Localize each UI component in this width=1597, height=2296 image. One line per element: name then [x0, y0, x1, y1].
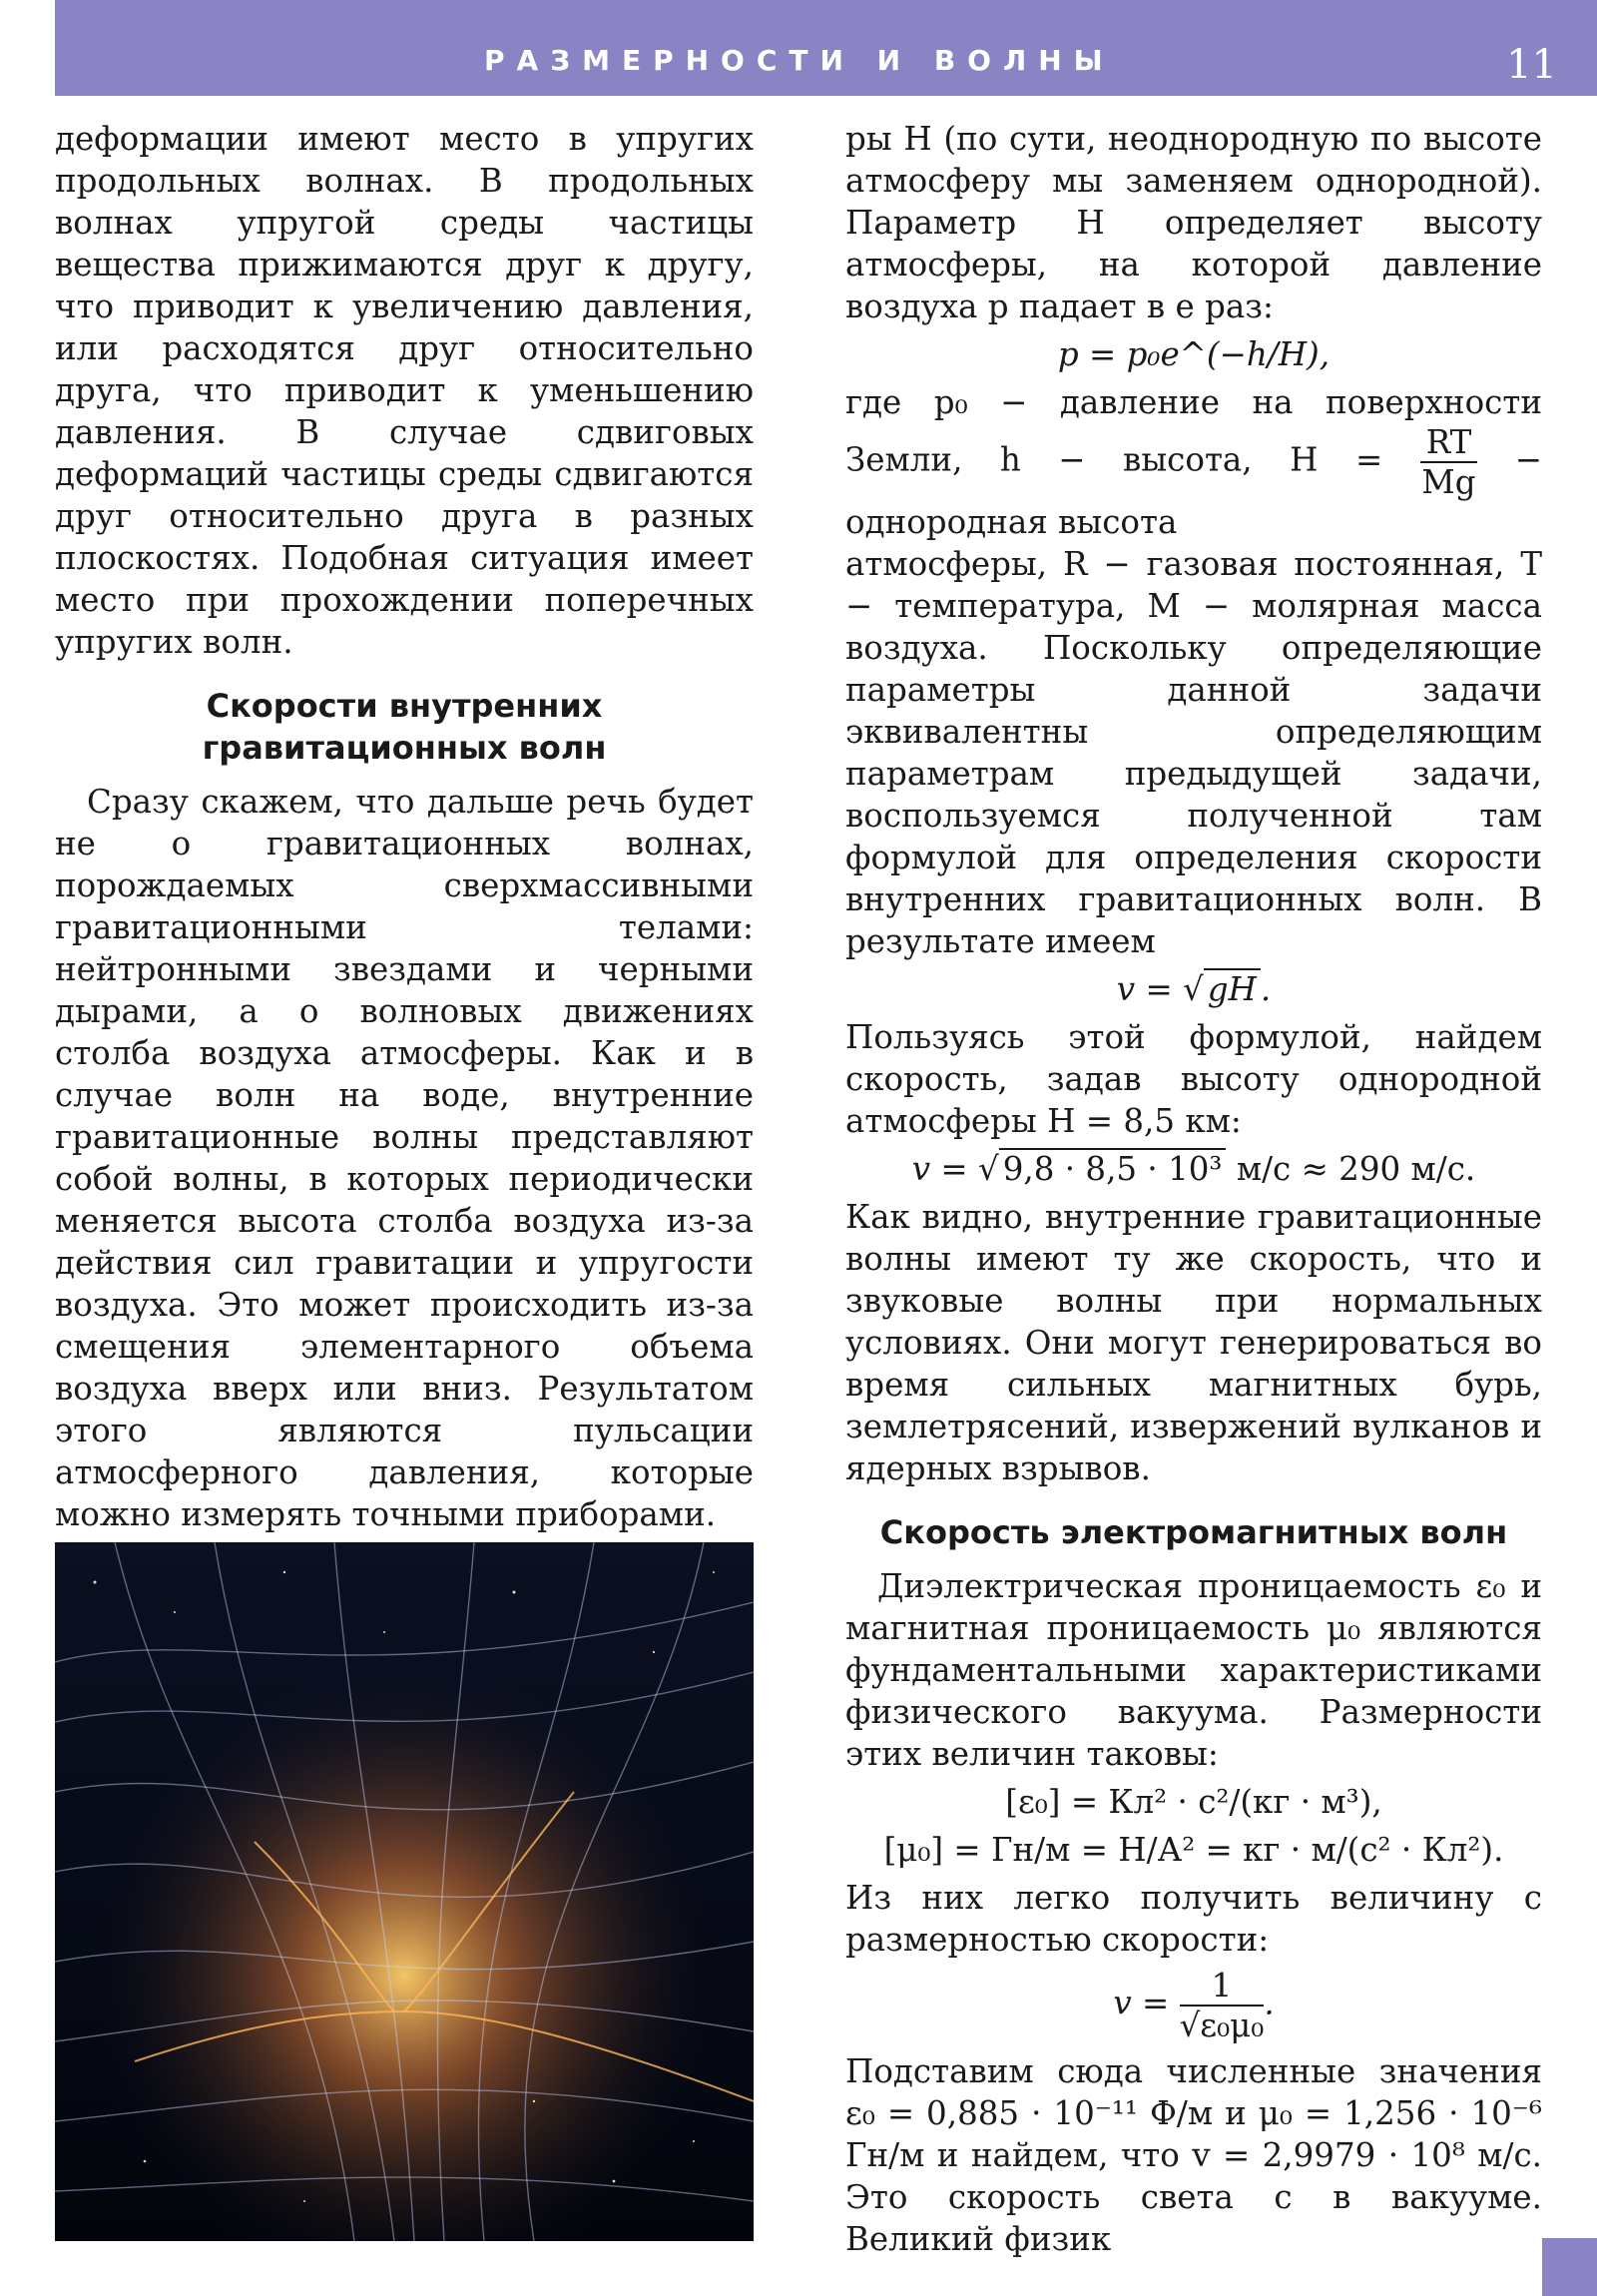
paragraph: Диэлектрическая проницаемость ε₀ и магнитная проницаемость μ₀ являются фундаментальными характеристиками физического вакуума. Размерности этих величин таковы: — [845, 1567, 1542, 1773]
fraction-numerator: RT — [1420, 423, 1478, 463]
formula-prefix: v = — [1113, 1984, 1170, 2022]
formula-epsilon-units: [ε₀] = Кл² · с²/(кг · м³), — [1005, 1783, 1382, 1821]
corner-decoration — [1542, 2238, 1597, 2296]
left-column — [55, 118, 754, 1787]
paragraph: Как видно, внутренние гравитационные волны имеют ту же скорость, что и звуковые волны при нормальных условиях. Они могут генерироваться во время сильных магнитных бурь, землетрясений, извержений вулканов и ядерных взрывов. — [845, 1198, 1542, 1487]
formula-light-speed — [845, 1967, 1542, 2044]
formula-prefix: v = — [1116, 970, 1173, 1008]
fraction-denominator: √ε₀μ₀ — [1179, 2007, 1265, 2044]
gravitational-waves-illustration — [55, 1542, 754, 2241]
paragraph: Пользуясь этой формулой, найдем скорость, задав высоту однородной атмосферы H = 8,5 км: — [845, 1018, 1542, 1140]
fraction-denominator: Mg — [1421, 463, 1476, 501]
sqrt-content: 9,8 · 8,5 · 10³ — [999, 1148, 1227, 1188]
sqrt-content: gH — [1204, 968, 1261, 1008]
formula-speed-gh: v = √ gH . — [1116, 970, 1272, 1008]
formula-speed-value: v = √ 9,8 · 8,5 · 10³ м/с ≈ 290 м/с. — [911, 1150, 1476, 1188]
fraction-light — [1180, 1967, 1265, 2044]
paragraph — [845, 381, 1542, 543]
paragraph: Сразу скажем, что дальше речь будет не о гравитационных волнах, порождаемых сверхмассивными гравитационными телами: нейтронными звездами и черными дырами, а о волновых движениях столба воздуха атмосферы. Как и в случае волн на воде, внутренние гравитационные волны представляют собой волны, в которых периодически меняется высота столба воздуха из-за действия сил гравитации и упругости воздуха. Это может происходить из-за смещения элементарного объема воздуха вверх или вниз. Результатом этого являются пульсации атмосферного давления, которые можно измерять точными приборами. — [55, 783, 754, 1533]
fraction-numerator: 1 — [1180, 1967, 1265, 2007]
formula-suffix: м/с ≈ 290 м/с. — [1236, 1150, 1476, 1188]
formula-suffix: . — [1264, 1984, 1275, 2022]
paragraph: Подставим сюда численные значения ε₀ = 0,885 · 10⁻¹¹ Ф/м и μ₀ = 1,256 · 10⁻⁶ Гн/м и найдем, что v = 2,9979 · 10⁸ м/с. Это скорость света c в вакууме. Великий физик — [845, 2052, 1542, 2258]
paragraph: деформации имеют место в упругих продольных волнах. В продольных волнах упругой среды частицы вещества прижимаются друг к другу, что приводит к увеличению давления, или расходятся друг относительно друга, что приводит к уменьшению давления. В случае сдвиговых деформаций частицы среды сдвигаются друг относительно друга в разных плоскостях. Подобная ситуация имеет место при прохождении поперечных упругих волн. — [55, 120, 754, 661]
paragraph: атмосферы, R − газовая постоянная, T − температура, M − молярная масса воздуха. Поскольку определяющие параметры данной задачи эквивалентны определяющим параметрам предыдущей задачи, воспользуемся полученной там формулой для определения скорости внутренних гравитационных волн. В результате имеем — [845, 545, 1542, 960]
fraction-rt-mg — [1420, 423, 1478, 501]
text: где p₀ − давление на поверхности Земли, h − высота, H = — [845, 383, 1542, 479]
paragraph: ры H (по сути, неоднородную по высоте атмосферу мы заменяем однородной). Параметр H определяет высоту атмосферы, на которой давление воздуха p падает в e раз: — [845, 120, 1542, 325]
page-number: 11 — [1506, 42, 1557, 88]
page-header — [55, 0, 1597, 96]
right-column — [845, 118, 1542, 2260]
running-title: РАЗМЕРНОСТИ И ВОЛНЫ — [484, 44, 1115, 77]
formula-pressure: p = p₀e^(−h/H), — [1057, 335, 1331, 373]
formula-prefix: v = — [911, 1150, 968, 1188]
text: − однородная высота — [845, 440, 1542, 541]
section-heading-gravity-waves: Скорости внутренних гравитационных волн — [202, 687, 607, 767]
section-heading-em-waves: Скорость электромагнитных волн — [879, 1513, 1508, 1551]
paragraph: Из них легко получить величину с размерностью скорости: — [845, 1879, 1542, 1959]
formula-suffix: . — [1260, 970, 1272, 1008]
formula-mu-units: [μ₀] = Гн/м = Н/А² = кг · м/(с² · Кл²). — [883, 1831, 1504, 1869]
